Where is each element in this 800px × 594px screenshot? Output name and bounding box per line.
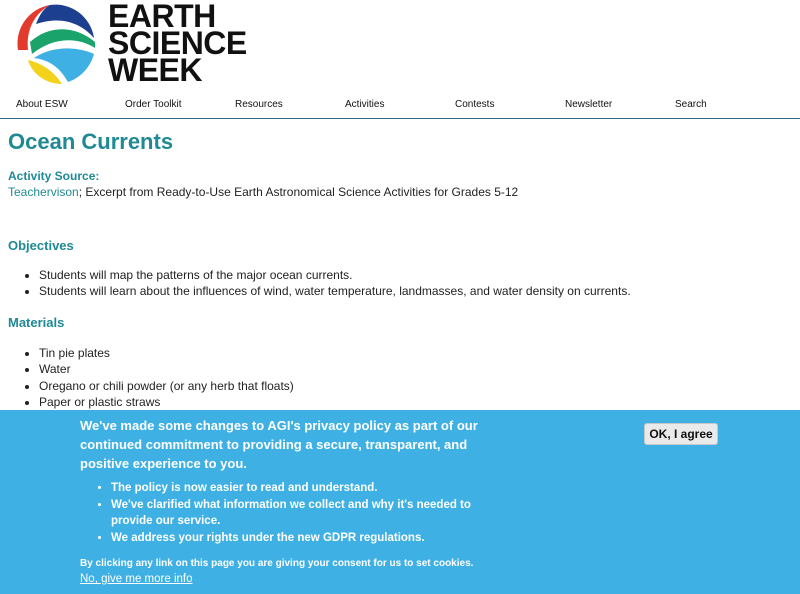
nav-newsletter[interactable]: Newsletter [565,99,613,110]
cookie-consent-text: By clicking any link on this page you are giving your consent for us to set cookies. [80,558,474,569]
nav-order-toolkit[interactable]: Order Toolkit [125,99,182,110]
privacy-point: • The policy is now easier to read and understand. [111,480,491,497]
objectives-heading: Objectives [8,238,74,253]
privacy-point: • We've clarified what information we collect and why it's needed to provide our service. [111,497,491,530]
source-text: ; Excerpt from Ready-to-Use Earth Astronomical Science Activities for Grades 5-12 [78,185,519,199]
logo-text [108,0,247,88]
ok-agree-button[interactable]: OK, I agree [644,423,718,445]
privacy-point: • We address your rights under the new GDPR regulations. [111,530,491,547]
materials-list [8,345,294,410]
objective-item: • Students will map the patterns of the major ocean currents. [39,267,631,283]
source-link-teachervison[interactable]: Teachervison [8,185,79,199]
material-item: • Tin pie plates [39,345,294,361]
objectives-list [8,267,631,300]
logo-line-week: WEEK [108,52,202,88]
privacy-banner [0,410,800,594]
site-header [0,0,800,92]
logo-line-earth: EARTH [108,0,216,34]
nav-about-esw[interactable]: About ESW [16,99,68,110]
nav-resources[interactable]: Resources [235,99,283,110]
material-item: • Paper or plastic straws [39,394,294,410]
privacy-points [80,480,491,546]
logo-line-science: SCIENCE [108,25,247,61]
earth-science-week-logo[interactable] [14,0,247,88]
materials-heading: Materials [8,315,65,330]
nav-activities[interactable]: Activities [345,99,385,110]
objective-item: • Students will learn about the influences of wind, water temperature, landmasses, and water density on currents. [39,283,631,299]
activity-source-label: Activity Source: [8,169,100,183]
nav-contests[interactable]: Contests [455,99,495,110]
main-nav [0,94,800,119]
page-title: Ocean Currents [8,129,174,154]
privacy-message: We've made some changes to AGI's privacy policy as part of our continued commitment to providing a secure, transparent, and positive experience to you. [80,418,478,471]
material-item: • Oregano or chili powder (or any herb that floats) [39,378,294,394]
more-info-link[interactable]: No, give me more info [80,573,193,585]
material-item: • Water [39,361,294,377]
nav-search[interactable]: Search [675,99,707,110]
activity-source-line [8,185,518,199]
globe-swirl-icon [14,2,100,86]
